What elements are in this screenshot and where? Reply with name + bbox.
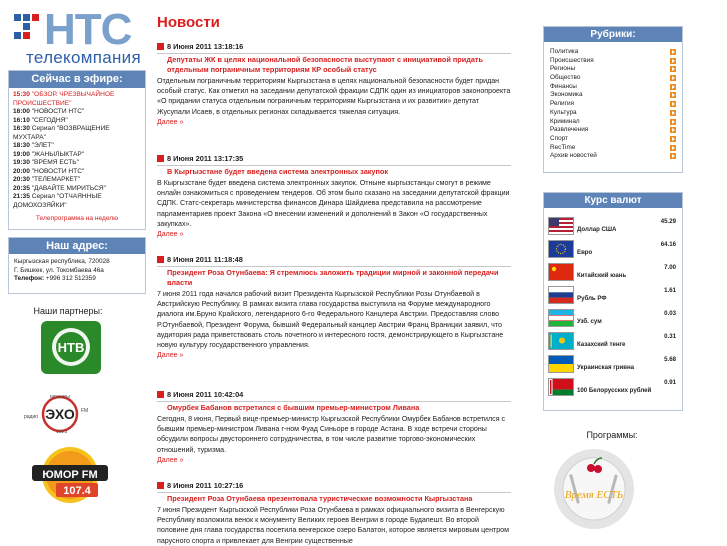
rate-row [548, 355, 678, 377]
on-air-title: Сейчас в эфире: [9, 71, 145, 88]
rubric-label: Экономика [550, 91, 583, 99]
rubric-label: Культура [550, 108, 577, 116]
news-text: В Кыргызстане будет введена система электронных закупок. Отныне кыргызстанцы смогут в режиме онлайн ознакомиться с проведением тендеров. Об этом было сказано на заседании депутатской фракции СДПК. Статс-секретарь министерства финансов Динара Шайдиева представила на рассмотрение парламентариев проект Закона «О внесении изменений и дополнений в Закон «О государственных закупках». [157, 179, 510, 228]
arrow-right-icon [670, 119, 676, 125]
news-date-text: 8 Июня 2011 13:17:35 [167, 154, 244, 163]
currency-name: Украинская гривна [577, 364, 635, 371]
schedule-time: 21:35 [13, 193, 30, 200]
arrow-right-icon [670, 101, 676, 107]
rubric-link[interactable] [550, 126, 676, 135]
rubric-label: Финансы [550, 82, 577, 90]
rubric-link[interactable] [550, 48, 676, 57]
news-date [157, 254, 511, 267]
by-flag-icon [548, 378, 574, 396]
rubric-label: Религия [550, 100, 574, 108]
rubric-label: Происшествия [550, 56, 594, 64]
us-flag-icon [548, 217, 574, 235]
humor-fm-freq: 107.4 [63, 485, 91, 497]
week-program-link[interactable]: Телепрограмма на неделю [35, 215, 119, 222]
exchange-rates-title: Курс валют [544, 193, 682, 208]
news-date [157, 480, 511, 493]
schedule-item [13, 125, 141, 142]
rubric-label: Общество [550, 74, 581, 82]
schedule-item [13, 108, 141, 117]
schedule-time: 16:30 [13, 125, 30, 132]
news-item [157, 153, 511, 238]
currency-name: Узб. сум [577, 318, 602, 325]
schedule-time: 18:30 [13, 142, 30, 149]
news-text: 7 июня Президент Кыргызской Республики Роза Отунбаева в рамках официального визита в Венгерскую Республику возложила венок к монументу Великих героев Венгрии в городе Будапешт. Во второй половине дня глава государства посетила венгерское озеро Балатон, которое является мировым центром парусного спорта и привлекает для Венгрии существенные [157, 506, 510, 545]
rubric-label: Регионы [550, 65, 576, 73]
arrow-right-icon [670, 84, 676, 90]
currency-rate: 7.00 [664, 264, 676, 271]
ua-flag-icon [548, 355, 574, 373]
uz-flag-icon [548, 309, 574, 327]
logo-square [23, 14, 30, 21]
news-title-link[interactable]: В Кыргызстане будет введена система электронных закупок [167, 167, 388, 176]
echo-logo-graphic [22, 392, 98, 436]
currency-name: Рубль РФ [577, 295, 607, 302]
cn-flag-icon [548, 263, 574, 281]
schedule-time: 15:30 [13, 91, 30, 98]
rubrics-panel [543, 26, 683, 173]
rubric-link[interactable] [550, 57, 676, 66]
echo-logo-sub2: МОСКВЫ [49, 394, 71, 399]
address-body [9, 254, 145, 288]
news-title-link[interactable]: Омурбек Бабанов встретился с бывшим премьер-министром Ливана [167, 403, 420, 412]
news-date-text: 8 Июня 2011 10:42:04 [167, 390, 244, 399]
currency-rate: 0.03 [664, 310, 676, 317]
rubric-label: RecTime [550, 143, 576, 151]
arrow-right-icon [670, 127, 676, 133]
echo-logo-sub4: 101.3 [56, 429, 68, 434]
programs-title: Программы: [586, 430, 638, 440]
address-title: Наш адрес: [9, 238, 145, 254]
bullet-icon [157, 43, 164, 50]
news-date [157, 153, 511, 166]
schedule-time: 20:30 [13, 176, 30, 183]
schedule-item [13, 142, 141, 151]
news-date [157, 389, 511, 402]
logo-main-text: НТС [44, 5, 132, 54]
arrow-right-icon [670, 66, 676, 72]
news-text: 7 июня 2011 года начался рабочий визит Президента Кыргызской Республики Розы Отунбаевой в Австрийскую Республику. В рамках визита глава государства выступила на Форуме международного диалога им.Бруно Крайского, легендарного 6-го Федерального Канцлера Австрии. Предоставляя слово Р.Отунбаевой, Президент Форума, бывший Федеральный канцлер Австрии Франц Враницки заявил, что аудитория рада приветствовать столь почетного и интересного гостя, демонстрирующего в Кыргызстане новую культуру государственного управления. [157, 290, 504, 350]
humor-fm-logo-graphic [28, 445, 112, 507]
schedule-show: "ОБЗОР. ЧРЕЗВЫЧАЙНОЕ ПРОИСШЕСТВИЕ" [13, 91, 115, 107]
rubric-link[interactable] [550, 65, 676, 74]
schedule-show: "НОВОСТИ НТС" [31, 108, 85, 115]
rubric-label: Развлечения [550, 126, 589, 134]
logo-square [23, 32, 30, 39]
arrow-right-icon [670, 75, 676, 81]
arrow-right-icon [670, 58, 676, 64]
address-phone [14, 275, 140, 284]
currency-name: Китайский юань [577, 272, 627, 279]
program-logo-vremya-est[interactable] [551, 446, 637, 532]
rubric-link[interactable] [550, 144, 676, 153]
rate-row [548, 263, 678, 285]
arrow-right-icon [670, 145, 676, 151]
phone-label: Телефон: [14, 275, 45, 282]
address-panel [8, 237, 146, 294]
bullet-icon [157, 391, 164, 398]
rubric-label: Политика [550, 48, 579, 55]
schedule-time: 16:00 [13, 108, 30, 115]
logo-square [23, 23, 30, 30]
schedule-item [13, 185, 141, 194]
rubric-label: Архив новостей [550, 152, 597, 160]
arrow-right-icon [670, 153, 676, 159]
ntv-logo-graphic [40, 320, 102, 375]
rubric-link[interactable] [550, 109, 676, 118]
plate-logo-graphic [551, 446, 637, 532]
news-item [157, 480, 511, 546]
ntc-logo[interactable] [14, 5, 142, 70]
schedule-time: 20:35 [13, 184, 30, 192]
currency-name: Доллар США [577, 226, 617, 233]
currency-name: 100 Белорусских рублей [577, 387, 652, 394]
schedule-item [13, 159, 141, 168]
news-more-link[interactable]: Далее » [157, 231, 184, 239]
schedule-show: "НОВОСТИ НТС" [31, 167, 85, 175]
news-text: Отдельным пограничным территориям Кыргызстана в целях национальной безопасности будет придан особый статус. Как отметил на заседании депутатской фракции СДПК один из инициаторов законопроекта «О придании статуса отдельным пограничным территориям Кыргызстана и их развитии» депутат Жусупали Исаев, в отдельных регионах складывается тяжелая ситуация. [157, 77, 511, 116]
humor-fm-text: ЮМОР FM [42, 469, 98, 481]
logo-square [32, 14, 39, 21]
ntv-logo[interactable] [40, 320, 102, 375]
eu-flag-icon [548, 240, 574, 258]
schedule-show: "ВРЕМЯ ЕСТЬ" [31, 159, 79, 166]
schedule-list [9, 88, 145, 210]
news-text: Сегодня, 8 июня, Первый вице-премьер-министр Кыргызской Республики Омурбек Бабанов встретился с бывшим премьер-министром Ливана г-ном Фуад Синьоре в городе Астана. В ходе встречи стороны обсудили вопросы двустороннего сотрудничества, в том числе развитие торгово-экономических отношений, туризма. [157, 415, 506, 454]
news-title-link[interactable]: Депутаты ЖК в целях национальной безопасности выступают с инициативой придать отдельным пограничным территориям КР особый статус [167, 55, 483, 74]
schedule-show: "ЭЛЕТ" [31, 142, 54, 149]
rate-row [548, 332, 678, 354]
schedule-item [13, 168, 141, 177]
partners-title: Наши партнеры: [33, 306, 103, 316]
rubrics-title: Рубрики: [544, 27, 682, 42]
news-more-link[interactable]: Далее » [157, 352, 184, 360]
logo-sub-text: телекомпания [26, 48, 141, 67]
humor-fm-logo[interactable] [28, 445, 112, 507]
ntv-logo-text: НТВ [57, 340, 85, 355]
schedule-show: "ТЕЛЕМАРКЕТ" [31, 176, 81, 183]
news-date-text: 8 Июня 2011 11:18:48 [167, 255, 243, 264]
address-line: Г. Бишкек, ул. Токомбаева 46а [14, 266, 104, 274]
schedule-show: Сериал "ОТЧАЯННЫЕ ДОМОХОЗЯЙКИ" [13, 193, 102, 209]
logo-square [14, 14, 21, 21]
schedule-time: 19:00 [13, 150, 30, 158]
currency-name: Евро [577, 249, 593, 256]
echo-logo-sub: радио [24, 414, 39, 420]
rubric-label: Спорт [550, 134, 568, 142]
rubric-link[interactable] [550, 91, 676, 100]
ru-flag-icon [548, 286, 574, 304]
program-logo-text: Время ЕСТЬ [564, 489, 624, 501]
currency-rate: 0.91 [664, 379, 676, 386]
exchange-rates-panel [543, 192, 683, 411]
rubric-link[interactable] [550, 83, 676, 92]
rubric-link[interactable] [550, 100, 676, 109]
news-date-text: 8 Июня 2011 13:18:16 [167, 42, 244, 51]
rubric-link[interactable] [550, 118, 676, 127]
schedule-time: 19:30 [13, 159, 30, 166]
schedule-show: "ДАВАЙТЕ МИРИТЬСЯ" [31, 184, 106, 192]
rubric-link[interactable] [550, 152, 676, 161]
arrow-right-icon [670, 136, 676, 142]
currency-rate: 45.29 [660, 218, 676, 225]
news-title-link[interactable]: Президент Роза Отунбаева презентовала туристические возможности Кыргызстана [167, 494, 473, 503]
rate-row [548, 286, 678, 308]
rubrics-list [544, 42, 682, 161]
schedule-item [13, 176, 141, 185]
schedule-time: 20:00 [13, 167, 30, 175]
address-line: Кыргызская республика, 720028 [14, 258, 110, 265]
news-date [157, 41, 511, 54]
rate-row [548, 309, 678, 331]
currency-name: Казахский тенге [577, 341, 626, 348]
currency-rate: 64.16 [660, 241, 676, 248]
arrow-right-icon [670, 92, 676, 98]
schedule-show: "ЖАНЫЛЫКТАР" [31, 150, 85, 158]
logo-square [14, 32, 21, 39]
arrow-right-icon [670, 49, 676, 55]
arrow-right-icon [670, 110, 676, 116]
phone-number: +996 312 512359 [45, 275, 96, 282]
news-item [157, 41, 511, 126]
schedule-show: Сериал "ВОЗВРАЩЕНИЕ МУХТАРА" [13, 125, 110, 141]
schedule-show: "СЕГОДНЯ" [31, 116, 68, 124]
bullet-icon [157, 256, 164, 263]
currency-rate: 0.31 [664, 333, 676, 340]
news-item [157, 389, 511, 464]
news-date-text: 8 Июня 2011 10:27:16 [167, 481, 244, 490]
page-title: Новости [157, 14, 220, 31]
echo-moskvy-logo[interactable] [22, 392, 98, 436]
rate-row [548, 240, 678, 262]
news-more-link[interactable]: Далее » [157, 118, 184, 126]
news-title-link[interactable]: Президент Роза Отунбаева: Я стремлюсь заложить традиции мирной и законной передачи власти [167, 268, 499, 287]
rubric-label: Криминал [550, 117, 580, 125]
news-more-link[interactable]: Далее » [157, 456, 184, 464]
kz-flag-icon [548, 332, 574, 350]
echo-logo-text: ЭХО [45, 406, 75, 422]
schedule-item [13, 117, 141, 126]
echo-logo-sub3: FM [81, 408, 89, 414]
bullet-icon [157, 155, 164, 162]
schedule-item [13, 91, 141, 108]
rate-row [548, 378, 678, 400]
currency-rate: 5.68 [664, 356, 676, 363]
schedule-item [13, 193, 141, 210]
currency-rate: 1.61 [664, 287, 676, 294]
rubric-link[interactable] [550, 74, 676, 83]
news-item [157, 254, 511, 359]
bullet-icon [157, 482, 164, 489]
schedule-time: 16:10 [13, 116, 30, 124]
rubric-link[interactable] [550, 135, 676, 144]
on-air-panel [8, 70, 146, 230]
rate-row [548, 217, 678, 239]
schedule-item [13, 151, 141, 160]
